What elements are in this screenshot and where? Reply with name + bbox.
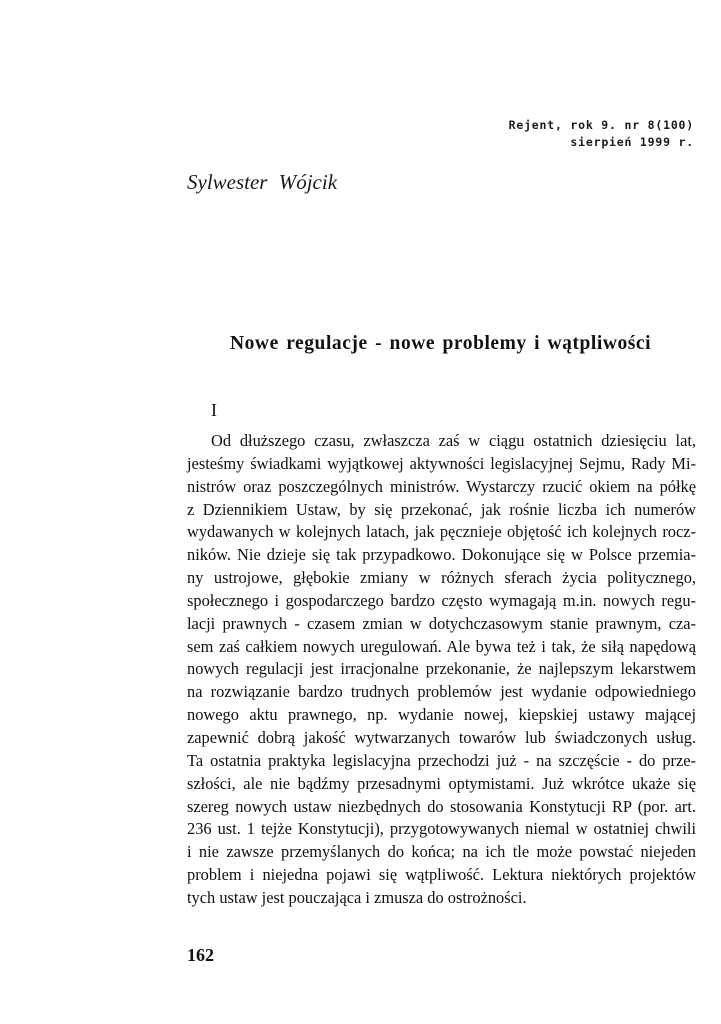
body-line: sem zaś całkiem nowych uregulowań. Ale bywa też i tak, że siłą napędową <box>187 636 696 656</box>
body-line: 236 ust. 1 tejże Konstytucji), przygotowywanych niemal w ostatniej chwili <box>187 819 696 839</box>
body-line: i nie zawsze przemyślanych do końca; na ich tle może powstać niejeden <box>187 842 696 862</box>
body-line: lacji prawnych - czasem zmian w dotychczasowym stanie prawnym, cza- <box>187 613 696 633</box>
body-line: tych ustaw jest pouczająca i zmusza do ostrożności. <box>187 887 527 907</box>
body-line: wydawanych w kolejnych latach, jak pęcznieje objętość ich kolejnych rocz- <box>187 522 696 542</box>
journal-date: sierpień 1999 r. <box>570 135 694 149</box>
journal-issue: Rejent, rok 9. nr 8(100) <box>508 118 694 132</box>
body-line: Ta ostatnia praktyka legislacyjna przechodzi już - na szczęście - do prze- <box>187 750 696 770</box>
body-line: szereg nowych ustaw niezbędnych do stosowania Konstytucji RP (por. art. <box>187 796 696 816</box>
body-line: społecznego i gospodarczego bardzo często wymagają m.in. nowych regu- <box>187 590 696 610</box>
article-title: Nowe regulacje - nowe problemy i wątpliwości <box>230 333 652 354</box>
article-body <box>187 430 696 910</box>
body-line: problem i niejedna pojawi się wątpliwość. Lektura niektórych projektów <box>187 865 696 885</box>
body-line: jesteśmy świadkami wyjątkowej aktywności legislacyjnej Sejmu, Rady Mi- <box>187 453 696 473</box>
body-line: ny ustrojowe, głębokie zmiany w różnych sferach życia politycznego, <box>187 568 696 588</box>
section-number: I <box>211 400 217 420</box>
body-line: nowych regulacji jest irracjonalne przekonanie, że najlepszym lekarstwem <box>187 659 696 679</box>
body-line: nistrów oraz poszczególnych ministrów. Wystarczy rzucić okiem na półkę <box>187 476 696 496</box>
body-line: Od dłuższego czasu, zwłaszcza zaś w ciągu ostatnich dziesięciu lat, <box>211 431 696 450</box>
body-line: szłości, ale nie bądźmy przesadnymi optymistami. Już wkrótce ukaże się <box>187 773 696 793</box>
journal-reference <box>509 117 694 151</box>
author-name: Sylwester Wójcik <box>187 170 338 194</box>
page-number: 162 <box>187 945 214 965</box>
body-line: nowego aktu prawnego, np. wydanie nowej, kiepskiej ustawy mającej <box>187 705 696 725</box>
body-line: na rozwiązanie bardzo trudnych problemów jest wydanie odpowiedniego <box>187 682 696 702</box>
body-line: z Dziennikiem Ustaw, by się przekonać, jak rośnie liczba ich numerów <box>187 499 696 519</box>
body-line: ników. Nie dzieje się tak przypadkowo. Dokonujące się w Polsce przemia- <box>187 545 696 565</box>
body-line: zapewnić dobrą jakość wytwarzanych towarów lub świadczonych usług. <box>187 727 696 747</box>
